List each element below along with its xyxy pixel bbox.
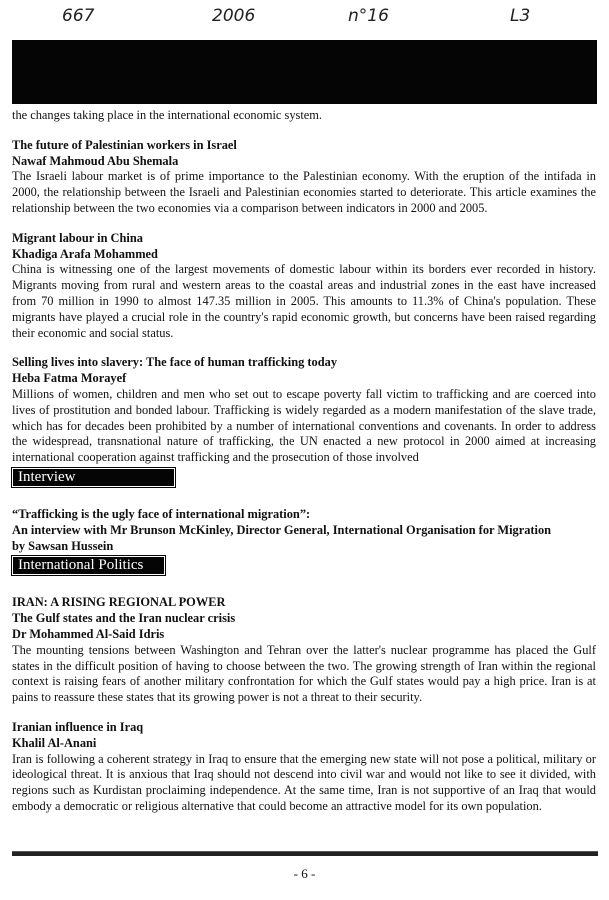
article-human-trafficking <box>12 355 596 466</box>
article-author: Nawaf Mahmoud Abu Shemala <box>12 153 179 168</box>
interview-subtitle: An interview with Mr Brunson McKinley, Director General, International Organisation for Migration <box>12 522 552 537</box>
article-migrant-labour-china <box>12 231 596 342</box>
page-number: - 6 - <box>293 866 316 881</box>
article-author: Khalil Al-Anani <box>12 735 97 750</box>
article-title: The Gulf states and the Iran nuclear crisis <box>12 611 236 626</box>
article-body: Iran is following a coherent strategy in Iraq to ensure that the emerging new state will not pose a political, military or ideological threat. It is anxious that Iraq should not descend into civil war and would not like to see it divided, with regions such as Kurdistan proclaiming independence. At the same time, Iran is not supportive of an Iraq that would embody a democratic or religious alternative that could become an attractive model for its own population. <box>12 751 596 813</box>
handwritten-note-number: 667 <box>62 6 95 26</box>
handwritten-note-issue: n°16 <box>348 6 389 26</box>
page-content <box>12 108 596 815</box>
international-politics-section-label <box>12 554 596 575</box>
article-kicker: IRAN: A RISING REGIONAL POWER <box>12 595 226 610</box>
article-author: Heba Fatma Morayef <box>12 371 127 386</box>
section-label: International Politics <box>12 556 165 575</box>
article-gulf-iran-nuclear <box>12 595 596 706</box>
article-author: Dr Mohammed Al-Said Idris <box>12 626 165 641</box>
handwritten-note-year: 2006 <box>212 6 256 26</box>
article-title: Migrant labour in China <box>12 230 143 245</box>
article-body: China is witnessing one of the largest movements of domestic labour within its borders ever recorded in history. Migrants moving from rural and western areas to the coastal areas and industrial zones in the east have increased from 70 million in 1990 to almost 147.35 million in 2005. This amounts to 11.3% of China's population. These migrants have played a crucial role in the country's rapid economic growth, but concerns have been raised regarding their economic and social status. <box>12 262 596 340</box>
interview-section-label <box>12 466 596 487</box>
article-title: The future of Palestinian workers in Israel <box>12 137 237 152</box>
section-label: Interview <box>12 468 175 487</box>
article-title: Iranian influence in Iraq <box>12 719 144 734</box>
article-body: Millions of women, children and men who set out to escape poverty fall victim to trafficking and are coerced into lives of prostitution and bonded labour. Trafficking is widely regarded as a modern manifestation of the slave trade, which has for decades been prohibited by a number of international conventions and covenants. In order to address the widespread, transnational nature of trafficking, the UN enacted a new protocol in 2000 aimed at increasing international cooperation against trafficking and the prosecution of those involved <box>12 386 596 465</box>
article-palestinian-workers <box>12 138 596 217</box>
article-body: The Israeli labour market is of prime importance to the Palestinian economy. With the eruption of the intifada in 2000, the relationship between the Israeli and Palestinian economies started to deteriorate. This article examines the relationship between the two economies via a comparison between indicators in 2000 and 2005. <box>12 169 596 215</box>
interview-title: “Trafficking is the ugly face of international migration”: <box>12 506 311 521</box>
footer-rule <box>12 851 598 856</box>
article-author: Khadiga Arafa Mohammed <box>12 246 158 261</box>
black-header-bar <box>12 40 597 104</box>
article-title: Selling lives into slavery: The face of human trafficking today <box>12 355 338 370</box>
interview-article <box>12 507 596 554</box>
handwritten-note-code: L3 <box>510 6 531 26</box>
interview-byline: by Sawsan Hussein <box>12 538 114 553</box>
article-body: The mounting tensions between Washington and Tehran over the latter's nuclear programme has placed the Gulf states in the difficult position of having to choose between the two. The growing strength of Iran within the regional context is raising fears of another military confrontation for which the Gulf states would pay a high price. Iran is at pains to reassure these states that its growing power is not a threat to their security. <box>12 642 596 705</box>
intro-fragment: the changes taking place in the international economic system. <box>12 108 323 122</box>
article-iranian-influence-iraq <box>12 720 596 815</box>
